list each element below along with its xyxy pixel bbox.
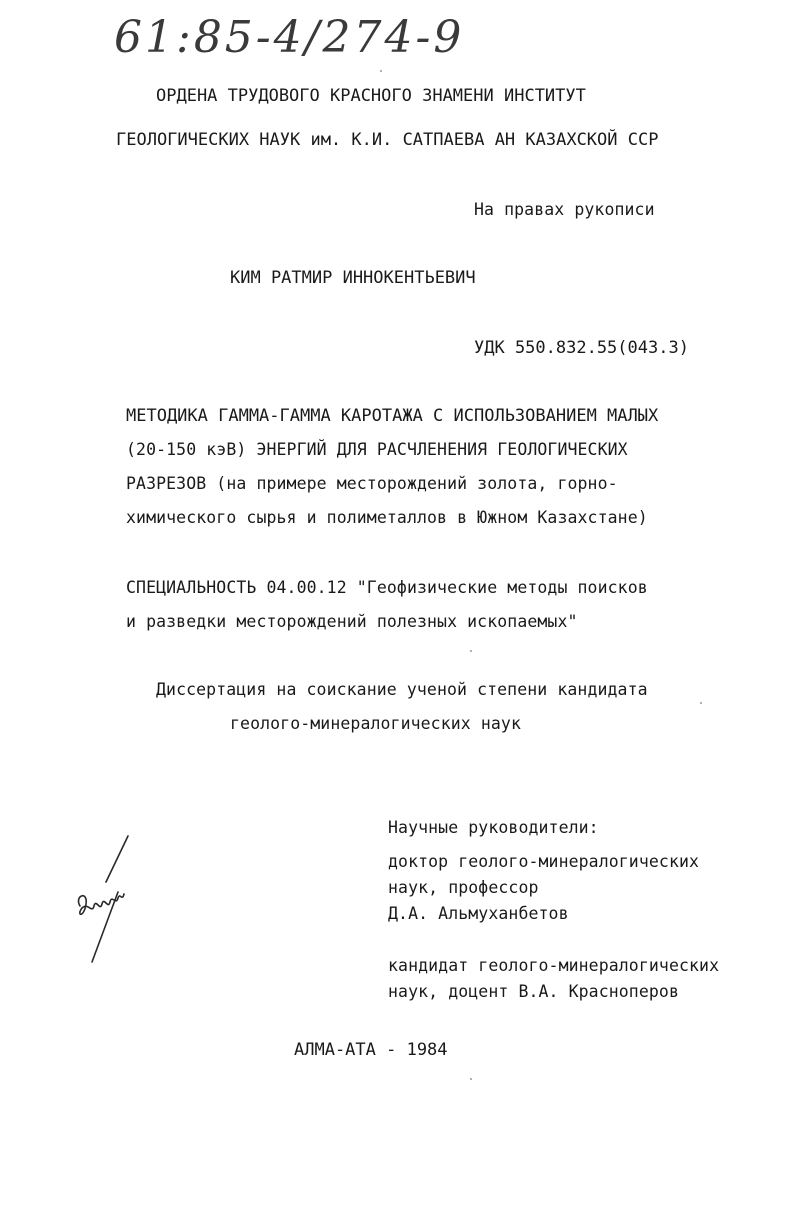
scan-speck (470, 650, 472, 652)
specialty-line-2: и разведки месторождений полезных ископаемых" (126, 612, 578, 631)
institute-line-1: ОРДЕНА ТРУДОВОГО КРАСНОГО ЗНАМЕНИ ИНСТИТУТ (156, 86, 586, 106)
svg-text:61:85-4/274-9: 61:85-4/274-9 (114, 12, 465, 63)
scan-speck (470, 1078, 472, 1080)
title-line-1: МЕТОДИКА ГАММА-ГАММА КАРОТАЖА С ИСПОЛЬЗОВАНИЕМ МАЛЫХ (126, 406, 659, 426)
institute-line-2: ГЕОЛОГИЧЕСКИХ НАУК им. К.И. САТПАЕВА АН КАЗАХСКОЙ ССР (116, 130, 659, 150)
specialty-line-1: СПЕЦИАЛЬНОСТЬ 04.00.12 "Геофизические методы поисков (126, 578, 648, 597)
author-name: КИМ РАТМИР ИННОКЕНТЬЕВИЧ (230, 268, 476, 288)
manuscript-rights-note: На правах рукописи (474, 200, 655, 219)
advisor-1-line-3: Д.А. Альмуханбетов (388, 904, 569, 923)
advisor-2-line-1: кандидат геолого-минералогических (388, 956, 720, 975)
advisors-heading: Научные руководители: (388, 818, 599, 837)
advisor-1-line-1: доктор геолого-минералогических (388, 852, 700, 871)
dissertation-line-2: геолого-минералогических наук (230, 714, 521, 733)
handwritten-archive-code (112, 6, 472, 64)
place-and-year: АЛМА-АТА - 1984 (294, 1040, 448, 1060)
handwritten-signature (66, 832, 146, 972)
title-line-3: РАЗРЕЗОВ (на примере месторождений золота, горно- (126, 474, 618, 493)
title-line-4: химического сырья и полиметаллов в Южном Казахстане) (126, 508, 648, 527)
advisor-1-line-2: наук, профессор (388, 878, 539, 897)
advisor-2-line-2: наук, доцент В.А. Красноперов (388, 982, 679, 1001)
dissertation-line-1: Диссертация на соискание ученой степени кандидата (156, 680, 648, 699)
scan-speck (380, 70, 382, 72)
title-line-2: (20-150 кэВ) ЭНЕРГИЙ ДЛЯ РАСЧЛЕНЕНИЯ ГЕОЛОГИЧЕСКИХ (126, 440, 628, 459)
udc-code: УДК 550.832.55(043.3) (474, 338, 689, 358)
scan-speck (700, 702, 702, 704)
